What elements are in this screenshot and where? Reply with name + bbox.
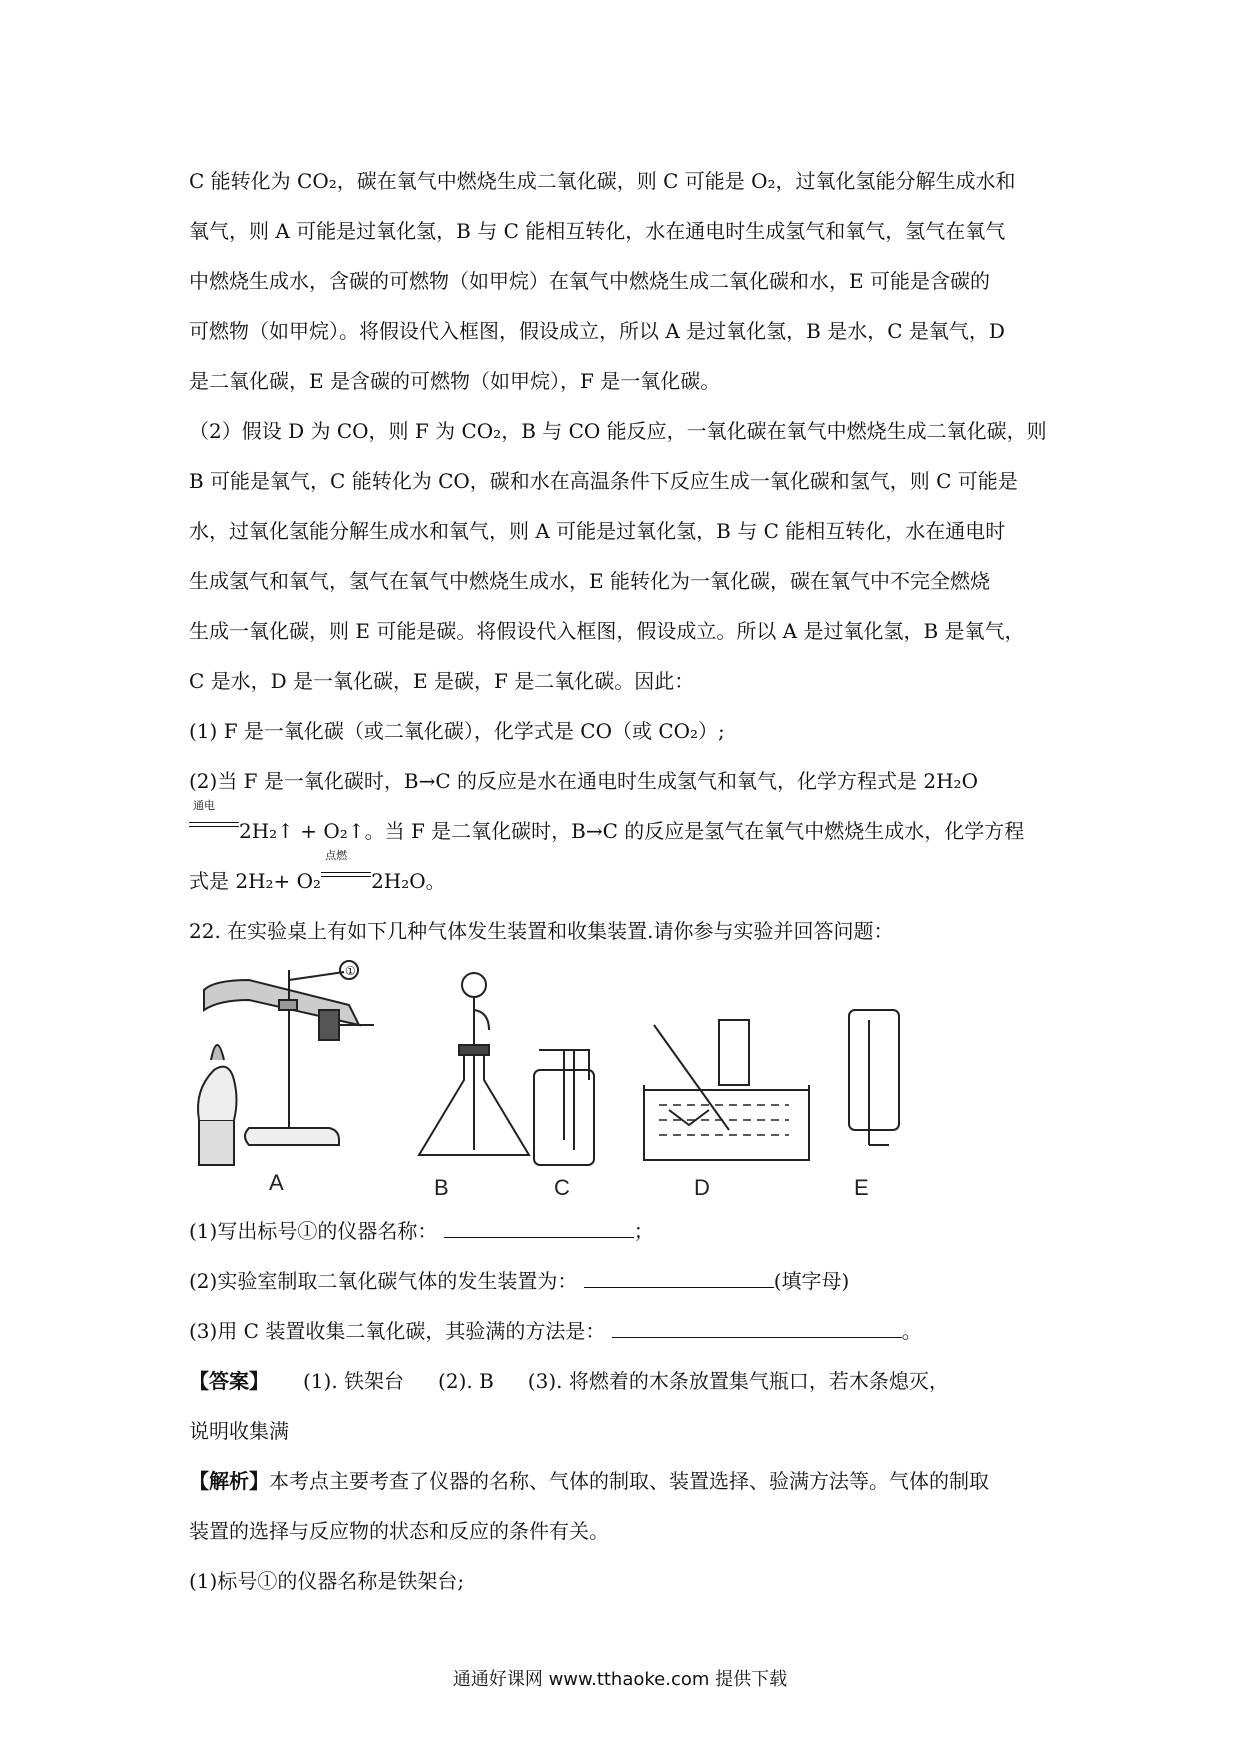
apparatus-drawing bbox=[189, 950, 969, 1200]
paragraph-line: 水，过氧化氢能分解生成水和氧气，则 A 可能是过氧化氢，B 与 C 能相互转化，水在通电时 bbox=[189, 519, 1006, 543]
figure-label-c: C bbox=[554, 1175, 570, 1200]
equation-line-2 bbox=[189, 849, 1059, 906]
reaction-condition-mark bbox=[321, 849, 371, 888]
answer-blank-3[interactable] bbox=[612, 1311, 902, 1338]
paragraph-line: 氧气，则 A 可能是过氧化氢，B 与 C 能相互转化，水在通电时生成氢气和氧气，氢气在氧气 bbox=[189, 219, 1006, 243]
reaction-condition-mark bbox=[189, 799, 239, 838]
reaction-condition-label: 点燃 bbox=[325, 849, 348, 862]
question-1-end: ； bbox=[633, 1219, 654, 1243]
paragraph-line: 生成氢气和氧气，氢气在氧气中燃烧生成水，E 能转化为一氧化碳，碳在氧气中不完全燃烧 bbox=[189, 569, 990, 593]
analysis-line: 装置的选择与反应物的状态和反应的条件有关。 bbox=[189, 1519, 609, 1543]
page-footer: 通通好课网 www.tthaoke.com 提供下载 bbox=[452, 1669, 788, 1690]
analysis-text: 本考点主要考查了仪器的名称、气体的制取、装置选择、验满方法等。气体的制取 bbox=[269, 1469, 989, 1493]
paragraph-line: 生成一氧化碳，则 E 可能是碳。将假设代入框图，假设成立。所以 A 是过氧化氢，B 是氧气， bbox=[189, 619, 1025, 643]
apparatus-e bbox=[849, 1010, 899, 1145]
paragraph-line: 可燃物（如甲烷）。将假设代入框图，假设成立，所以 A 是过氧化氢，B 是水，C 是氧气，D bbox=[189, 319, 1005, 343]
analysis-label: 【解析】 bbox=[189, 1469, 269, 1493]
analysis-line: (1)标号①的仪器名称是铁架台; bbox=[189, 1569, 465, 1593]
figure-label-a: A bbox=[269, 1170, 284, 1195]
answer-continuation: 说明收集满 bbox=[189, 1419, 289, 1443]
question-3-end: 。 bbox=[901, 1319, 922, 1343]
paragraph-line: C 能转化为 CO₂，碳在氧气中燃烧生成二氧化碳，则 C 可能是 O₂，过氧化氢能分解生成水和 bbox=[189, 169, 1016, 193]
figure-marker: ① bbox=[345, 964, 356, 978]
equation-line-1 bbox=[189, 799, 1059, 856]
document-body bbox=[189, 156, 1059, 1606]
apparatus-figure bbox=[189, 950, 969, 1200]
figure-label-e: E bbox=[854, 1175, 869, 1200]
paragraph-line: (1) F 是一氧化碳（或二氧化碳），化学式是 CO（或 CO₂）; bbox=[189, 719, 725, 743]
paragraph-line: (2)当 F 是一氧化碳时，B→C 的反应是水在通电时生成氢气和氧气，化学方程式是 2H₂O bbox=[189, 769, 978, 793]
answer-line bbox=[189, 1356, 1059, 1406]
analysis-line bbox=[189, 1456, 1059, 1506]
apparatus-a bbox=[198, 961, 374, 1165]
answer-label: 【答案】 bbox=[189, 1369, 269, 1393]
answer-2: (2). B bbox=[438, 1369, 494, 1393]
question-3-text: (3)用 C 装置收集二氧化碳，其验满的方法是： bbox=[189, 1319, 606, 1343]
question-title: 22. 在实验桌上有如下几种气体发生装置和收集装置.请你参与实验并回答问题： bbox=[189, 919, 894, 943]
question-2 bbox=[189, 1256, 1059, 1306]
apparatus-d bbox=[644, 1020, 809, 1160]
answer-3: (3). 将燃着的木条放置集气瓶口，若木条熄灭， bbox=[527, 1369, 949, 1393]
paragraph-line: C 是水，D 是一氧化碳，E 是碳，F 是二氧化碳。因此： bbox=[189, 669, 695, 693]
question-1 bbox=[189, 1206, 1059, 1256]
question-3 bbox=[189, 1306, 1059, 1356]
answer-1: (1). 铁架台 bbox=[303, 1369, 405, 1393]
apparatus-b bbox=[419, 973, 529, 1155]
apparatus-c bbox=[534, 1050, 594, 1165]
figure-label-d: D bbox=[694, 1175, 710, 1200]
paragraph-line: 是二氧化碳，E 是含碳的可燃物（如甲烷），F 是一氧化碳。 bbox=[189, 369, 721, 393]
question-2-text: (2)实验室制取二氧化碳气体的发生装置为： bbox=[189, 1269, 578, 1293]
equation-text: 2H₂↑ + O₂↑。当 F 是二氧化碳时，B→C 的反应是氢气在氧气中燃烧生成水，化学方程 bbox=[239, 819, 1025, 843]
question-1-text: (1)写出标号①的仪器名称： bbox=[189, 1219, 438, 1243]
equation-prefix: 式是 2H₂+ O₂ bbox=[189, 869, 322, 893]
question-2-end: (填字母) bbox=[773, 1269, 850, 1293]
answer-blank-1[interactable] bbox=[444, 1211, 634, 1238]
equation-suffix: 2H₂O。 bbox=[371, 869, 446, 893]
paragraph-line: B 可能是氧气，C 能转化为 CO，碳和水在高温条件下反应生成一氧化碳和氢气，则 C 可能是 bbox=[189, 469, 1018, 493]
answer-blank-2[interactable] bbox=[584, 1261, 774, 1288]
paragraph-line: （2）假设 D 为 CO，则 F 为 CO₂，B 与 CO 能反应，一氧化碳在氧气中燃烧生成二氧化碳，则 bbox=[189, 419, 1047, 443]
paragraph-line: 中燃烧生成水，含碳的可燃物（如甲烷）在氧气中燃烧生成二氧化碳和水，E 可能是含碳的 bbox=[189, 269, 990, 293]
reaction-condition-label: 通电 bbox=[193, 799, 215, 812]
figure-label-b: B bbox=[434, 1175, 449, 1200]
